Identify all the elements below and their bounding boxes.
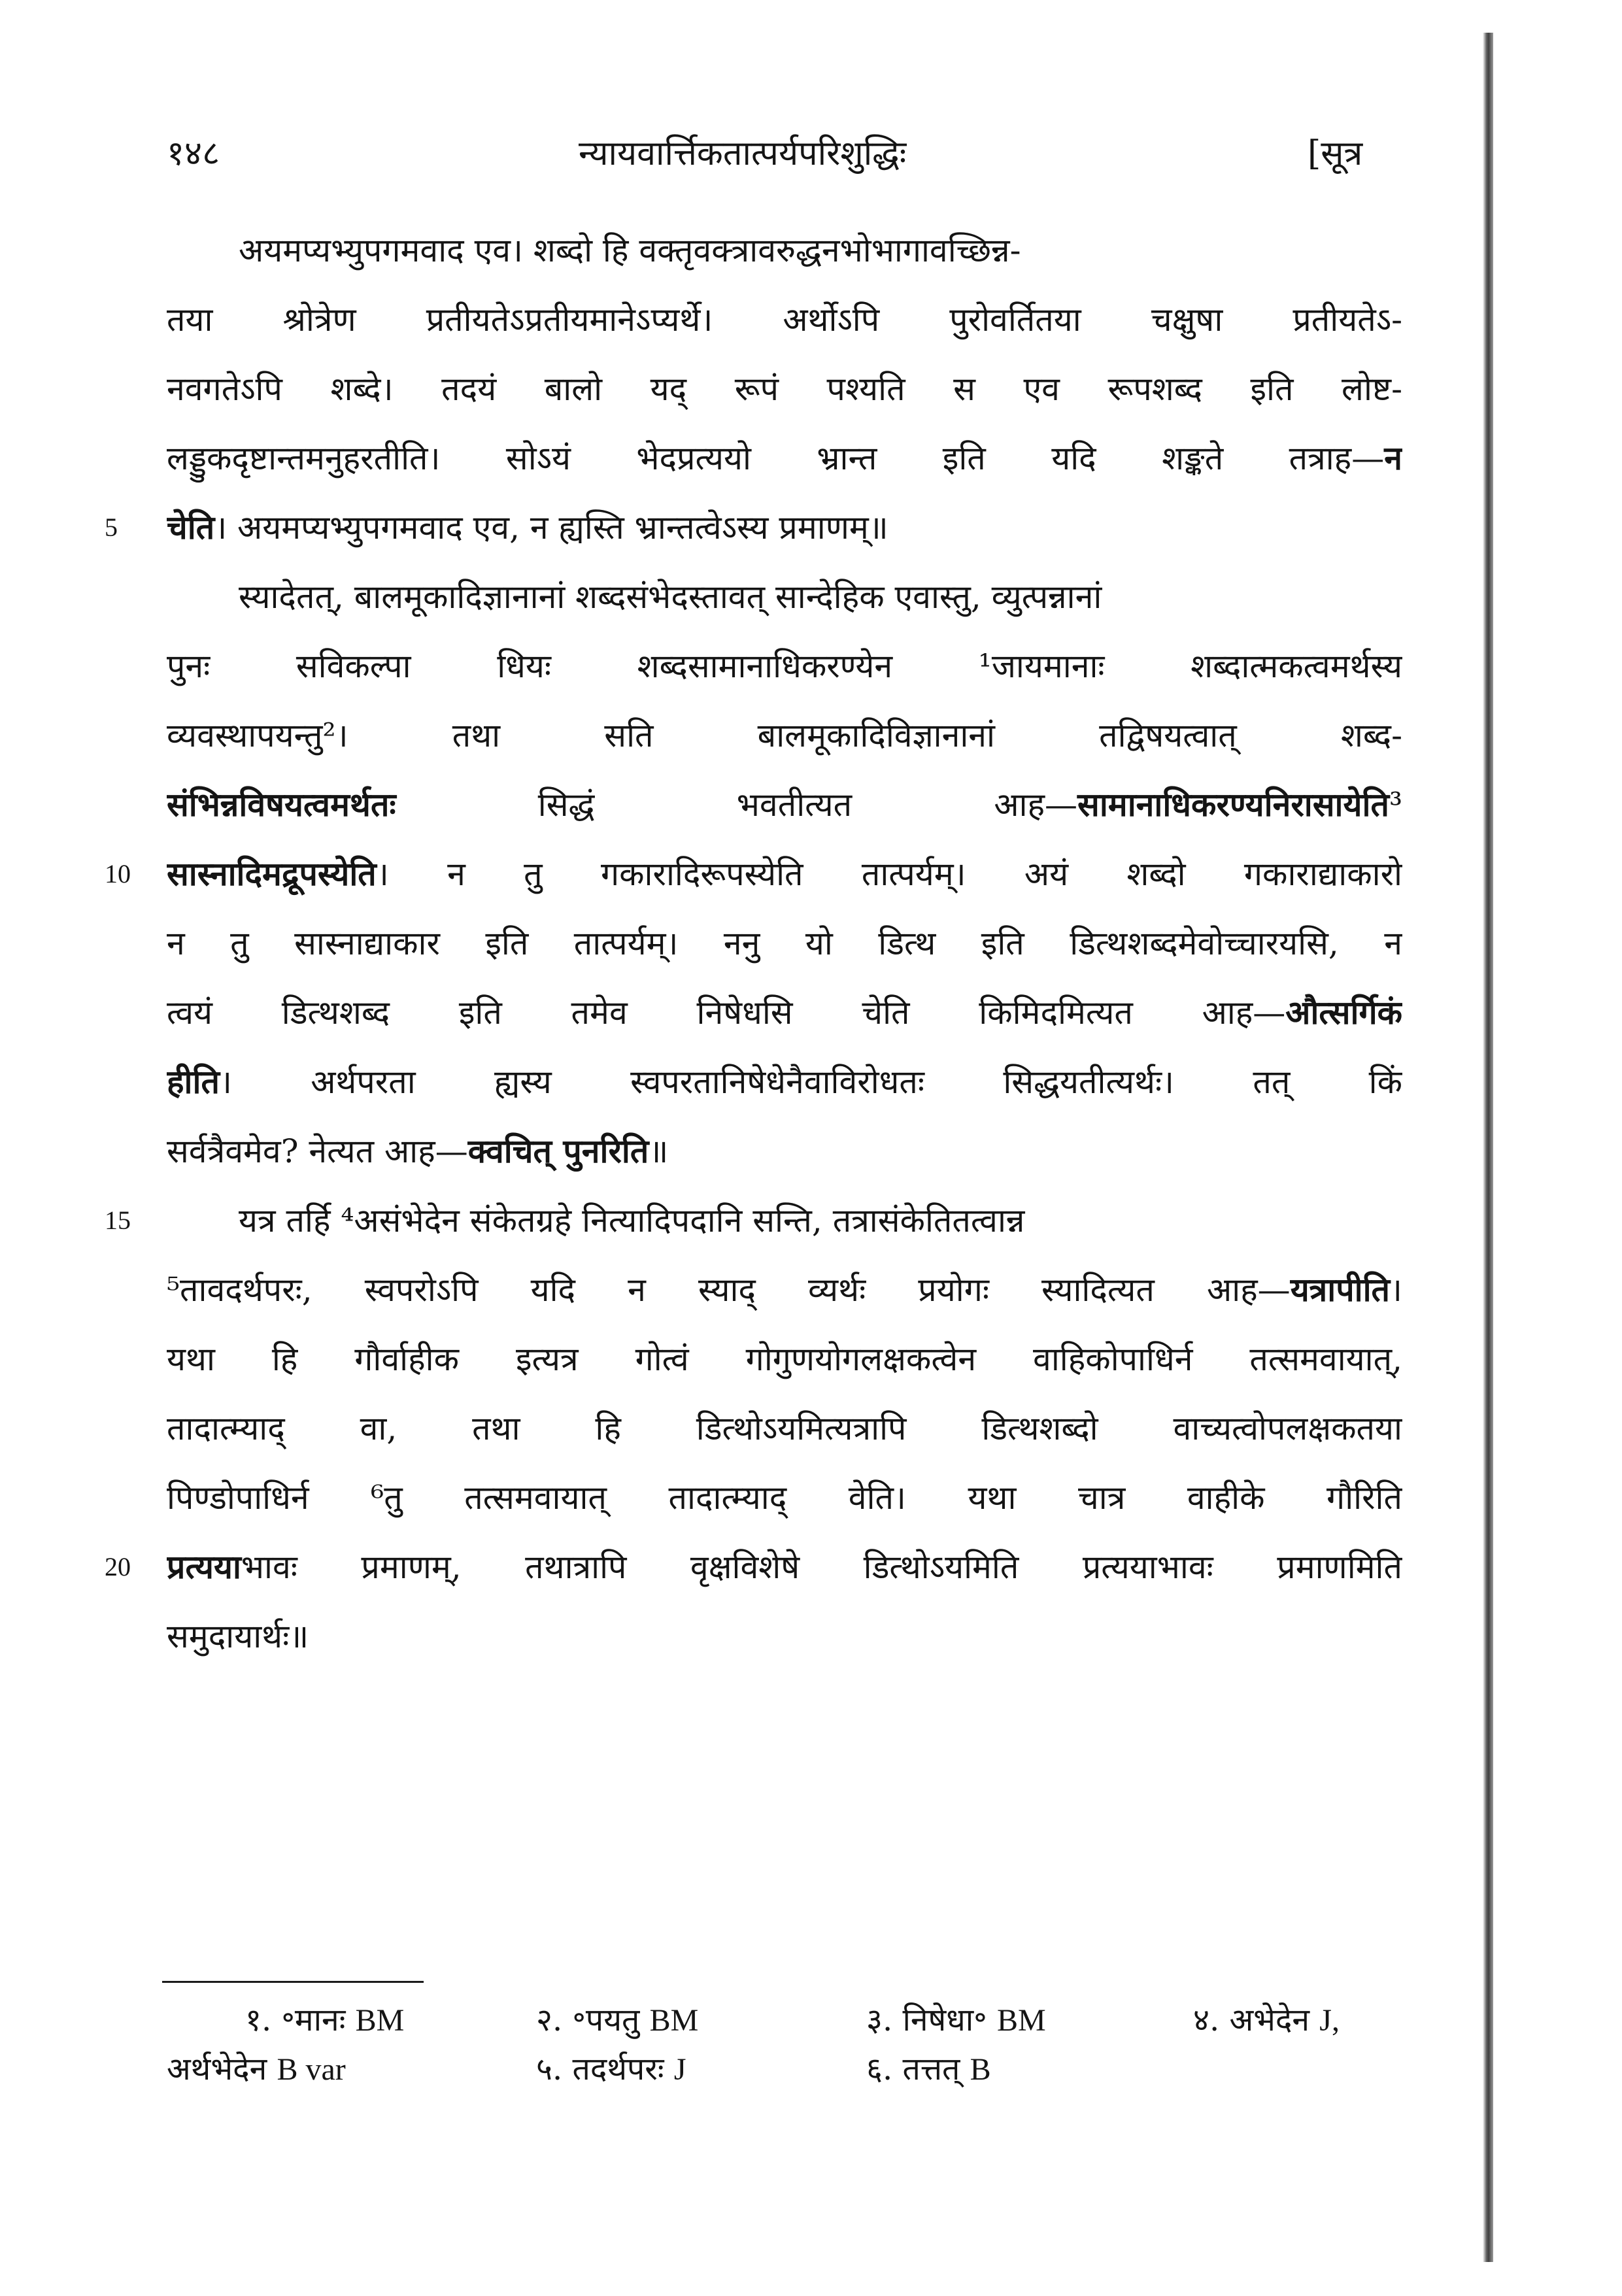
footnote-2: २. ॰पयतु BM bbox=[536, 2002, 699, 2038]
text-line bbox=[167, 424, 1402, 493]
lemma-bold: चेति bbox=[167, 508, 215, 547]
lemma-bold: प्रत्यया bbox=[167, 1547, 241, 1586]
footnote-6: ६. तत्तत् B bbox=[866, 2051, 991, 2087]
text-segment: नवगतेऽपि शब्दे। तदयं बालो यद् रूपं पश्यति स एव रूपशब्द इति लोष्ट- bbox=[167, 370, 1402, 408]
text-segment: स्यादेतत्, बालमूकादिज्ञानानां शब्दसंभेदस्तावत् सान्देहिक एवास्तु, व्युत्पन्नानां bbox=[239, 578, 1102, 616]
paragraph-indent bbox=[167, 562, 1102, 632]
text-line bbox=[167, 493, 1402, 562]
text-line bbox=[167, 1532, 1402, 1602]
text-line bbox=[167, 354, 1402, 424]
text-line bbox=[167, 1186, 1402, 1255]
running-title: न्यायवार्त्तिकतात्पर्यपरिशुद्धिः bbox=[579, 134, 907, 173]
line-number: 5 bbox=[105, 513, 118, 542]
text-segment: लड्डुकदृष्टान्तमनुहरतीति। सोऽयं भेदप्रत्ययो भ्रान्त इति यदि शङ्कते तत्राह— bbox=[167, 439, 1385, 477]
text-line bbox=[167, 1602, 1402, 1671]
text-line bbox=[167, 285, 1402, 354]
lemma-bold: संभिन्नविषयत्वमर्थतः bbox=[167, 785, 396, 824]
text-segment: सिद्धं भवतीत्यत आह— bbox=[396, 786, 1078, 824]
text-line bbox=[167, 978, 1402, 1047]
text-line bbox=[167, 1394, 1402, 1463]
text-segment: । अयमप्यभ्युपगमवाद एव, न ह्यस्ति भ्रान्तत्वेऽस्य प्रमाणम्॥ bbox=[214, 509, 888, 547]
text-segment: यत्र तर्हि ⁴असंभेदेन संकेतग्रहे नित्यादिपदानि सन्ति, तत्रासंकेतितत्वान्न bbox=[239, 1202, 1025, 1240]
text-segment: सर्वत्रैवमेव? नेत्यत आह— bbox=[167, 1132, 468, 1170]
footnote-3: ३. निषेधा॰ BM bbox=[866, 2002, 1046, 2038]
footnote-4-variant: अर्थभेदेन B var bbox=[167, 2051, 346, 2087]
text-line bbox=[167, 1463, 1402, 1532]
paragraph-indent bbox=[167, 1186, 1024, 1255]
text-line bbox=[167, 1117, 1402, 1186]
lemma-bold: हीति bbox=[167, 1062, 220, 1101]
lemma-bold: औत्सर्गिकं bbox=[1285, 993, 1402, 1032]
lemma-bold: सास्नादिमद्रूपस्येति bbox=[167, 854, 377, 893]
text-segment: न तु सास्नाद्याकार इति तात्पर्यम्। ननु यो डित्थ इति डित्थशब्दमेवोच्चारयसि, न bbox=[167, 924, 1402, 962]
text-segment: त्वयं डित्थशब्द इति तमेव निषेधसि चेति किमिदमित्यत आह— bbox=[167, 994, 1286, 1032]
lemma-bold: सामानाधिकरण्यनिरासायेति bbox=[1077, 785, 1389, 824]
text-line bbox=[167, 839, 1402, 909]
text-segment: तया श्रोत्रेण प्रतीयतेऽप्रतीयमानेऽप्यर्थे। अर्थोऽपि पुरोवर्तितया चक्षुषा प्रतीयतेऽ- bbox=[167, 301, 1402, 339]
text-segment: अयमप्यभ्युपगमवाद एव। शब्दो हि वक्तृवक्त्रावरुद्धनभोभागावच्छिन्न- bbox=[239, 231, 1021, 269]
text-segment: पुनः सविकल्पा धियः शब्दसामानाधिकरण्येन ¹जायमानाः शब्दात्मकत्वमर्थस्य bbox=[167, 647, 1402, 685]
text-line bbox=[167, 216, 1402, 285]
text-line bbox=[167, 1325, 1402, 1394]
page-binding-edge bbox=[1483, 33, 1493, 2262]
footnote-5: ५. तदर्थपरः J bbox=[536, 2051, 686, 2087]
text-line bbox=[167, 632, 1402, 701]
footnote-1: १. ॰मानः BM bbox=[245, 2002, 405, 2038]
footnote-rule bbox=[162, 1981, 424, 1983]
lemma-bold: क्वचित् पुनरिति bbox=[467, 1132, 649, 1170]
page-header bbox=[0, 118, 1622, 190]
line-number: 20 bbox=[105, 1552, 131, 1581]
lemma-bold: यत्रापीति bbox=[1290, 1270, 1391, 1309]
section-mark: [सूत्र bbox=[1308, 134, 1363, 173]
text-segment: पिण्डोपाधिर्न ⁶तु तत्समवायात् तादात्म्याद् वेति। यथा चात्र वाहीके गौरिति bbox=[167, 1479, 1402, 1517]
page-number: १४८ bbox=[167, 134, 220, 173]
text-line bbox=[167, 562, 1402, 632]
text-line bbox=[167, 1255, 1402, 1325]
text-segment: तादात्म्याद् वा, तथा हि डित्थोऽयमित्यत्रापि डित्थशब्दो वाच्यत्वोपलक्षकतया bbox=[167, 1410, 1402, 1447]
text-segment: यथा हि गौर्वाहीक इत्यत्र गोत्वं गोगुणयोगलक्षकत्वेन वाहिकोपाधिर्न तत्समवायात्, bbox=[167, 1340, 1402, 1378]
commentary-text bbox=[167, 216, 1402, 1671]
lemma-bold: न bbox=[1384, 439, 1402, 477]
text-line bbox=[167, 770, 1402, 839]
text-segment: ³ bbox=[1389, 786, 1402, 824]
text-segment: ⁵तावदर्थपरः, स्वपरोऽपि यदि न स्याद् व्यर्थः प्रयोगः स्यादित्यत आह— bbox=[167, 1271, 1291, 1309]
text-line bbox=[167, 701, 1402, 770]
footnote-4: ४. अभेदेन J, bbox=[1193, 2002, 1340, 2038]
text-segment: ॥ bbox=[649, 1132, 669, 1170]
text-segment: समुदायार्थः॥ bbox=[167, 1617, 309, 1655]
text-segment: । bbox=[1390, 1271, 1402, 1309]
paragraph-indent bbox=[167, 216, 1021, 285]
text-segment: व्यवस्थापयन्तु²। तथा सति बालमूकादिविज्ञानानां तद्विषयत्वात् शब्द- bbox=[167, 717, 1402, 754]
text-segment: । अर्थपरता ह्यस्य स्वपरतानिषेधेनैवाविरोधतः सिद्धयतीत्यर्थः। तत् किं bbox=[219, 1063, 1402, 1101]
line-number: 15 bbox=[105, 1206, 131, 1235]
text-line bbox=[167, 909, 1402, 978]
line-number: 10 bbox=[105, 859, 131, 888]
text-segment: । न तु गकारादिरूपस्येति तात्पर्यम्। अयं शब्दो गकाराद्याकारो bbox=[376, 855, 1402, 893]
text-segment: भावः प्रमाणम्, तथात्रापि वृक्षविशेषे डित्थोऽयमिति प्रत्ययाभावः प्रमाणमिति bbox=[241, 1548, 1402, 1586]
text-line bbox=[167, 1047, 1402, 1117]
